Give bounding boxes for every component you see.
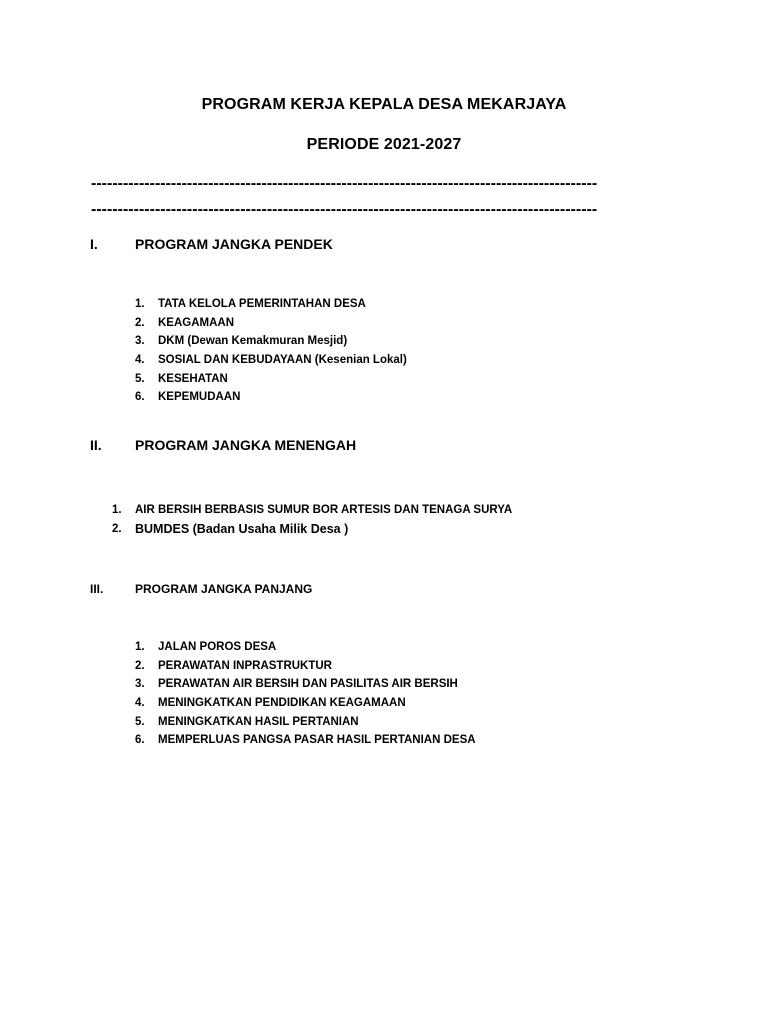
item-text: PERAWATAN INPRASTRUKTUR [158, 659, 332, 672]
item-number: 2. [112, 522, 122, 535]
item-number: 2. [135, 659, 145, 672]
section-heading: PROGRAM JANGKA PANJANG [135, 582, 313, 596]
item-number: 6. [135, 734, 145, 747]
item-number: 3. [135, 335, 145, 348]
item-text: PERAWATAN AIR BERSIH DAN PASILITAS AIR BERSIH [158, 678, 458, 691]
section-numeral: III. [90, 582, 104, 596]
document-period: PERIODE 2021-2027 [306, 136, 462, 153]
item-text: TATA KELOLA PEMERINTAHAN DESA [158, 298, 366, 310]
item-text: JALAN POROS DESA [158, 641, 277, 653]
item-number: 5. [135, 372, 145, 385]
item-text: KEAGAMAAN [158, 316, 235, 329]
item-number: 2. [135, 316, 145, 329]
document-title: PROGRAM KERJA KEPALA DESA MEKARJAYA [201, 96, 567, 113]
section-heading: PROGRAM JANGKA MENENGAH [135, 437, 357, 453]
item-number: 4. [135, 354, 145, 367]
item-number: 3. [135, 678, 145, 691]
section-numeral: I. [90, 236, 98, 252]
separator-line: ----------------------------------------------------------------------------------------------- [91, 175, 598, 192]
item-number: 1. [112, 504, 122, 516]
item-text: MENINGKATKAN PENDIDIKAN KEAGAMAAN [158, 697, 406, 710]
item-text: MEMPERLUAS PANGSA PASAR HASIL PERTANIAN DESA [158, 734, 476, 747]
item-number: 6. [135, 391, 145, 404]
item-text: AIR BERSIH BERBASIS SUMUR BOR ARTESIS DAN TENAGA SURYA [135, 504, 513, 516]
item-text: SOSIAL DAN KEBUDAYAAN (Kesenian Lokal) [158, 354, 407, 367]
item-number: 4. [135, 697, 145, 710]
section-heading: PROGRAM JANGKA PENDEK [135, 236, 333, 252]
section-numeral: II. [90, 437, 102, 453]
item-text: MENINGKATKAN HASIL PERTANIAN [158, 715, 359, 728]
item-number: 5. [135, 715, 145, 728]
item-number: 1. [135, 641, 145, 653]
item-text: DKM (Dewan Kemakmuran Mesjid) [158, 335, 348, 348]
item-text: KESEHATAN [158, 372, 228, 385]
item-text: KEPEMUDAAN [158, 391, 241, 404]
item-text: BUMDES (Badan Usaha Milik Desa ) [135, 521, 349, 536]
item-number: 1. [135, 298, 145, 310]
separator-line: ----------------------------------------------------------------------------------------------- [91, 201, 598, 218]
